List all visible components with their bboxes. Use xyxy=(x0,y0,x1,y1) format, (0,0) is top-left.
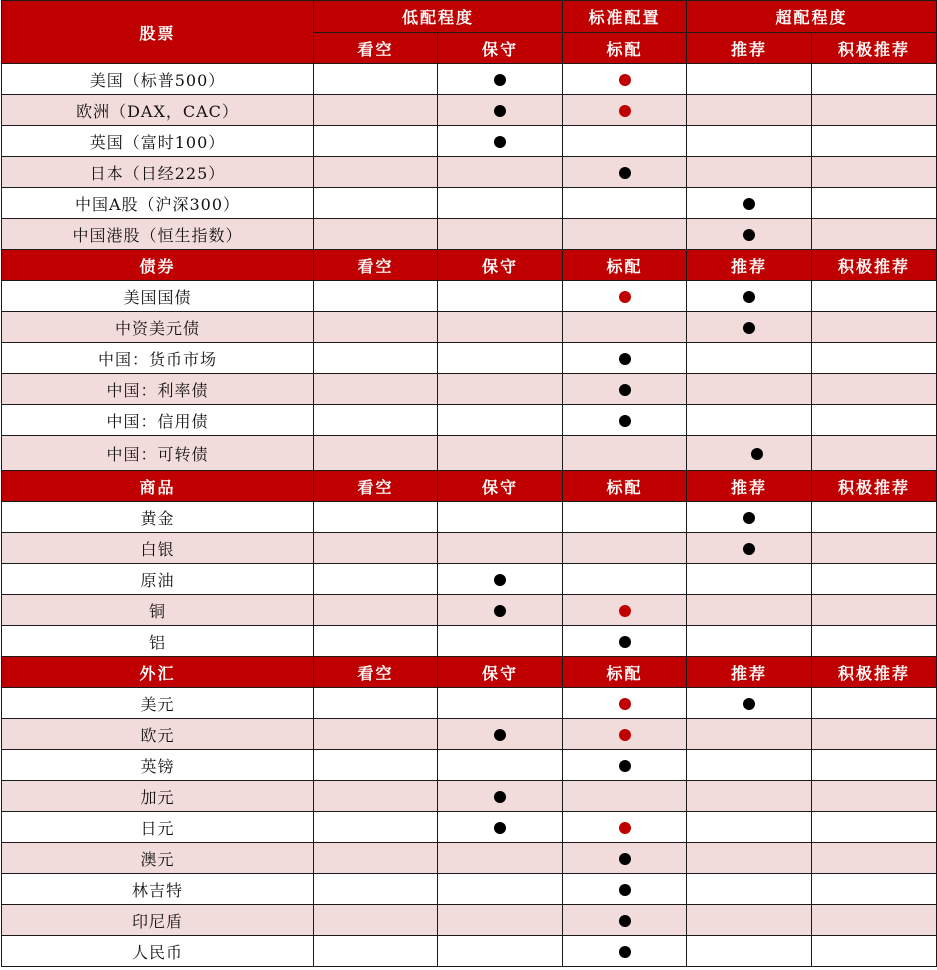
table-row xyxy=(2,502,937,533)
row-label: 美元 xyxy=(2,688,314,719)
rating-cell-neutral xyxy=(563,405,687,436)
rating-cell-recommend xyxy=(687,688,812,719)
rating-cell-recommend xyxy=(687,188,812,219)
red-dot-marker xyxy=(619,105,631,117)
row-label: 美国（标普500） xyxy=(2,64,314,95)
black-dot-marker xyxy=(494,822,506,834)
table-row xyxy=(2,436,937,471)
table-row xyxy=(2,533,937,564)
rating-cell-bearish xyxy=(314,219,438,250)
rating-cell-recommend xyxy=(687,126,812,157)
rating-cell-conservative xyxy=(438,564,563,595)
header-low-group: 低配程度 xyxy=(314,1,563,33)
rating-cell-conservative xyxy=(438,533,563,564)
section-header-row xyxy=(2,250,937,281)
header-recommend: 推荐 xyxy=(687,33,812,64)
rating-cell-strong-recommend xyxy=(812,502,937,533)
table-row xyxy=(2,874,937,905)
rating-cell-neutral xyxy=(563,843,687,874)
section-header-conservative: 保守 xyxy=(438,657,563,688)
rating-cell-strong-recommend xyxy=(812,405,937,436)
black-dot-marker xyxy=(494,105,506,117)
rating-cell-conservative xyxy=(438,905,563,936)
header-over-group: 超配程度 xyxy=(687,1,937,33)
row-label: 英国（富时100） xyxy=(2,126,314,157)
rating-cell-conservative xyxy=(438,750,563,781)
rating-cell-recommend xyxy=(687,750,812,781)
rating-cell-strong-recommend xyxy=(812,343,937,374)
red-dot-marker xyxy=(619,74,631,86)
rating-cell-neutral xyxy=(563,188,687,219)
table-row xyxy=(2,157,937,188)
rating-cell-recommend xyxy=(687,219,812,250)
rating-cell-conservative xyxy=(438,595,563,626)
row-label: 铜 xyxy=(2,595,314,626)
red-dot-marker xyxy=(619,822,631,834)
section-header-conservative: 保守 xyxy=(438,471,563,502)
rating-cell-conservative xyxy=(438,688,563,719)
rating-cell-strong-recommend xyxy=(812,188,937,219)
section-header-strong-recommend: 积极推荐 xyxy=(812,657,937,688)
table-row xyxy=(2,812,937,843)
rating-cell-recommend xyxy=(687,936,812,967)
header-std-group: 标准配置 xyxy=(563,1,687,33)
rating-cell-neutral xyxy=(563,750,687,781)
rating-cell-conservative xyxy=(438,436,563,471)
row-label: 加元 xyxy=(2,781,314,812)
black-dot-marker xyxy=(619,915,631,927)
rating-cell-recommend xyxy=(687,405,812,436)
row-label: 铝 xyxy=(2,626,314,657)
rating-cell-recommend xyxy=(687,595,812,626)
row-label: 英镑 xyxy=(2,750,314,781)
rating-cell-conservative xyxy=(438,843,563,874)
black-dot-marker xyxy=(743,291,755,303)
table-row xyxy=(2,781,937,812)
black-dot-marker xyxy=(619,760,631,772)
table-row xyxy=(2,126,937,157)
rating-cell-strong-recommend xyxy=(812,843,937,874)
table-row xyxy=(2,312,937,343)
table-row xyxy=(2,219,937,250)
row-label: 美国国债 xyxy=(2,281,314,312)
row-label: 中国港股（恒生指数） xyxy=(2,219,314,250)
rating-cell-recommend xyxy=(687,281,812,312)
rating-cell-strong-recommend xyxy=(812,157,937,188)
rating-cell-strong-recommend xyxy=(812,436,937,471)
row-label: 中资美元债 xyxy=(2,312,314,343)
row-label: 中国：可转债 xyxy=(2,436,314,471)
header-group-row xyxy=(2,1,937,33)
rating-cell-recommend xyxy=(687,95,812,126)
asset-allocation-table xyxy=(1,0,937,967)
rating-cell-neutral xyxy=(563,126,687,157)
row-label: 林吉特 xyxy=(2,874,314,905)
rating-cell-bearish xyxy=(314,905,438,936)
rating-cell-neutral xyxy=(563,874,687,905)
rating-cell-strong-recommend xyxy=(812,626,937,657)
rating-cell-recommend xyxy=(687,502,812,533)
section-header-row xyxy=(2,471,937,502)
rating-cell-strong-recommend xyxy=(812,533,937,564)
table-row xyxy=(2,936,937,967)
section-header-neutral: 标配 xyxy=(563,657,687,688)
table-row xyxy=(2,188,937,219)
table-row xyxy=(2,688,937,719)
rating-cell-strong-recommend xyxy=(812,812,937,843)
rating-cell-bearish xyxy=(314,374,438,405)
section-header-bearish: 看空 xyxy=(314,250,438,281)
section-header-recommend: 推荐 xyxy=(687,657,812,688)
table-row xyxy=(2,595,937,626)
section-header-neutral: 标配 xyxy=(563,471,687,502)
black-dot-marker xyxy=(619,167,631,179)
rating-cell-conservative xyxy=(438,874,563,905)
black-dot-marker xyxy=(743,198,755,210)
table-row xyxy=(2,281,937,312)
rating-cell-conservative xyxy=(438,374,563,405)
rating-cell-bearish xyxy=(314,95,438,126)
black-dot-marker xyxy=(494,791,506,803)
rating-cell-conservative xyxy=(438,64,563,95)
rating-cell-strong-recommend xyxy=(812,64,937,95)
rating-cell-conservative xyxy=(438,281,563,312)
rating-cell-bearish xyxy=(314,750,438,781)
black-dot-marker xyxy=(494,605,506,617)
rating-cell-bearish xyxy=(314,626,438,657)
rating-cell-conservative xyxy=(438,157,563,188)
rating-cell-strong-recommend xyxy=(812,219,937,250)
rating-cell-bearish xyxy=(314,812,438,843)
rating-cell-recommend xyxy=(687,564,812,595)
rating-cell-conservative xyxy=(438,343,563,374)
black-dot-marker xyxy=(619,353,631,365)
rating-cell-bearish xyxy=(314,564,438,595)
rating-cell-neutral xyxy=(563,719,687,750)
red-dot-marker xyxy=(619,291,631,303)
black-dot-marker xyxy=(494,729,506,741)
rating-cell-bearish xyxy=(314,436,438,471)
rating-cell-conservative xyxy=(438,502,563,533)
row-label: 欧元 xyxy=(2,719,314,750)
rating-cell-bearish xyxy=(314,126,438,157)
rating-cell-conservative xyxy=(438,719,563,750)
black-dot-marker xyxy=(494,574,506,586)
rating-cell-conservative xyxy=(438,626,563,657)
rating-cell-bearish xyxy=(314,281,438,312)
rating-cell-bearish xyxy=(314,188,438,219)
table-row xyxy=(2,95,937,126)
section-header-bearish: 看空 xyxy=(314,471,438,502)
rating-cell-recommend xyxy=(687,874,812,905)
rating-cell-neutral xyxy=(563,688,687,719)
rating-cell-bearish xyxy=(314,312,438,343)
rating-cell-conservative xyxy=(438,126,563,157)
rating-cell-strong-recommend xyxy=(812,595,937,626)
rating-cell-neutral xyxy=(563,64,687,95)
row-label: 原油 xyxy=(2,564,314,595)
section-title-stocks: 股票 xyxy=(2,1,314,64)
header-neutral: 标配 xyxy=(563,33,687,64)
rating-cell-neutral xyxy=(563,281,687,312)
row-label: 日元 xyxy=(2,812,314,843)
row-label: 澳元 xyxy=(2,843,314,874)
section-header-bearish: 看空 xyxy=(314,657,438,688)
section-title-commodities: 商品 xyxy=(2,471,314,502)
row-label: 白银 xyxy=(2,533,314,564)
black-dot-marker xyxy=(743,543,755,555)
rating-cell-bearish xyxy=(314,688,438,719)
rating-cell-neutral xyxy=(563,436,687,471)
rating-cell-strong-recommend xyxy=(812,750,937,781)
rating-cell-recommend xyxy=(687,64,812,95)
black-dot-marker xyxy=(743,229,755,241)
rating-cell-bearish xyxy=(314,936,438,967)
black-dot-marker xyxy=(619,384,631,396)
header-strong-recommend: 积极推荐 xyxy=(812,33,937,64)
table-row xyxy=(2,626,937,657)
rating-cell-bearish xyxy=(314,595,438,626)
black-dot-marker xyxy=(619,946,631,958)
row-label: 日本（日经225） xyxy=(2,157,314,188)
rating-cell-strong-recommend xyxy=(812,312,937,343)
rating-cell-strong-recommend xyxy=(812,374,937,405)
rating-cell-neutral xyxy=(563,812,687,843)
table-row xyxy=(2,750,937,781)
black-dot-marker xyxy=(751,448,763,460)
rating-cell-recommend xyxy=(687,843,812,874)
black-dot-marker xyxy=(619,636,631,648)
rating-cell-recommend xyxy=(687,343,812,374)
rating-cell-strong-recommend xyxy=(812,874,937,905)
rating-cell-recommend xyxy=(687,812,812,843)
rating-cell-recommend xyxy=(687,781,812,812)
table-row xyxy=(2,719,937,750)
rating-cell-neutral xyxy=(563,595,687,626)
section-title-fx: 外汇 xyxy=(2,657,314,688)
rating-cell-strong-recommend xyxy=(812,688,937,719)
rating-cell-conservative xyxy=(438,188,563,219)
rating-cell-strong-recommend xyxy=(812,781,937,812)
section-header-neutral: 标配 xyxy=(563,250,687,281)
rating-cell-neutral xyxy=(563,781,687,812)
rating-cell-strong-recommend xyxy=(812,719,937,750)
section-header-recommend: 推荐 xyxy=(687,250,812,281)
rating-cell-bearish xyxy=(314,533,438,564)
rating-cell-neutral xyxy=(563,564,687,595)
rating-cell-conservative xyxy=(438,312,563,343)
rating-cell-recommend xyxy=(687,719,812,750)
section-header-strong-recommend: 积极推荐 xyxy=(812,471,937,502)
table-body xyxy=(2,1,937,967)
section-header-row xyxy=(2,657,937,688)
rating-cell-recommend xyxy=(687,157,812,188)
table-row xyxy=(2,843,937,874)
header-conservative: 保守 xyxy=(438,33,563,64)
rating-cell-strong-recommend xyxy=(812,95,937,126)
red-dot-marker xyxy=(619,729,631,741)
black-dot-marker xyxy=(743,698,755,710)
rating-cell-conservative xyxy=(438,781,563,812)
red-dot-marker xyxy=(619,605,631,617)
row-label: 人民币 xyxy=(2,936,314,967)
rating-cell-neutral xyxy=(563,157,687,188)
rating-cell-neutral xyxy=(563,533,687,564)
rating-cell-bearish xyxy=(314,843,438,874)
rating-cell-neutral xyxy=(563,312,687,343)
rating-cell-neutral xyxy=(563,502,687,533)
table-row xyxy=(2,374,937,405)
rating-cell-bearish xyxy=(314,64,438,95)
rating-cell-neutral xyxy=(563,905,687,936)
rating-cell-bearish xyxy=(314,405,438,436)
rating-cell-recommend xyxy=(687,533,812,564)
rating-cell-strong-recommend xyxy=(812,905,937,936)
row-label: 中国：货币市场 xyxy=(2,343,314,374)
black-dot-marker xyxy=(743,322,755,334)
black-dot-marker xyxy=(619,853,631,865)
section-title-bonds: 债券 xyxy=(2,250,314,281)
rating-cell-neutral xyxy=(563,95,687,126)
table-row xyxy=(2,343,937,374)
section-header-strong-recommend: 积极推荐 xyxy=(812,250,937,281)
rating-cell-neutral xyxy=(563,626,687,657)
header-bearish: 看空 xyxy=(314,33,438,64)
rating-cell-strong-recommend xyxy=(812,564,937,595)
rating-cell-conservative xyxy=(438,405,563,436)
rating-cell-recommend xyxy=(687,436,812,471)
black-dot-marker xyxy=(494,74,506,86)
rating-cell-conservative xyxy=(438,219,563,250)
row-label: 中国：信用债 xyxy=(2,405,314,436)
rating-cell-neutral xyxy=(563,219,687,250)
table-row xyxy=(2,64,937,95)
rating-cell-conservative xyxy=(438,812,563,843)
rating-cell-strong-recommend xyxy=(812,936,937,967)
rating-cell-recommend xyxy=(687,905,812,936)
rating-cell-bearish xyxy=(314,157,438,188)
row-label: 黄金 xyxy=(2,502,314,533)
rating-cell-neutral xyxy=(563,936,687,967)
black-dot-marker xyxy=(743,512,755,524)
rating-cell-bearish xyxy=(314,874,438,905)
rating-cell-conservative xyxy=(438,95,563,126)
rating-cell-strong-recommend xyxy=(812,281,937,312)
rating-cell-recommend xyxy=(687,626,812,657)
rating-cell-recommend xyxy=(687,312,812,343)
table-row xyxy=(2,405,937,436)
rating-cell-bearish xyxy=(314,343,438,374)
rating-cell-bearish xyxy=(314,502,438,533)
rating-cell-conservative xyxy=(438,936,563,967)
table-row xyxy=(2,564,937,595)
black-dot-marker xyxy=(494,136,506,148)
table-row xyxy=(2,905,937,936)
section-header-conservative: 保守 xyxy=(438,250,563,281)
red-dot-marker xyxy=(619,698,631,710)
rating-cell-neutral xyxy=(563,343,687,374)
rating-cell-bearish xyxy=(314,719,438,750)
row-label: 中国：利率债 xyxy=(2,374,314,405)
rating-cell-neutral xyxy=(563,374,687,405)
rating-cell-recommend xyxy=(687,374,812,405)
rating-cell-strong-recommend xyxy=(812,126,937,157)
row-label: 印尼盾 xyxy=(2,905,314,936)
row-label: 中国A股（沪深300） xyxy=(2,188,314,219)
row-label: 欧洲（DAX，CAC） xyxy=(2,95,314,126)
rating-cell-bearish xyxy=(314,781,438,812)
black-dot-marker xyxy=(619,884,631,896)
section-header-recommend: 推荐 xyxy=(687,471,812,502)
black-dot-marker xyxy=(619,415,631,427)
